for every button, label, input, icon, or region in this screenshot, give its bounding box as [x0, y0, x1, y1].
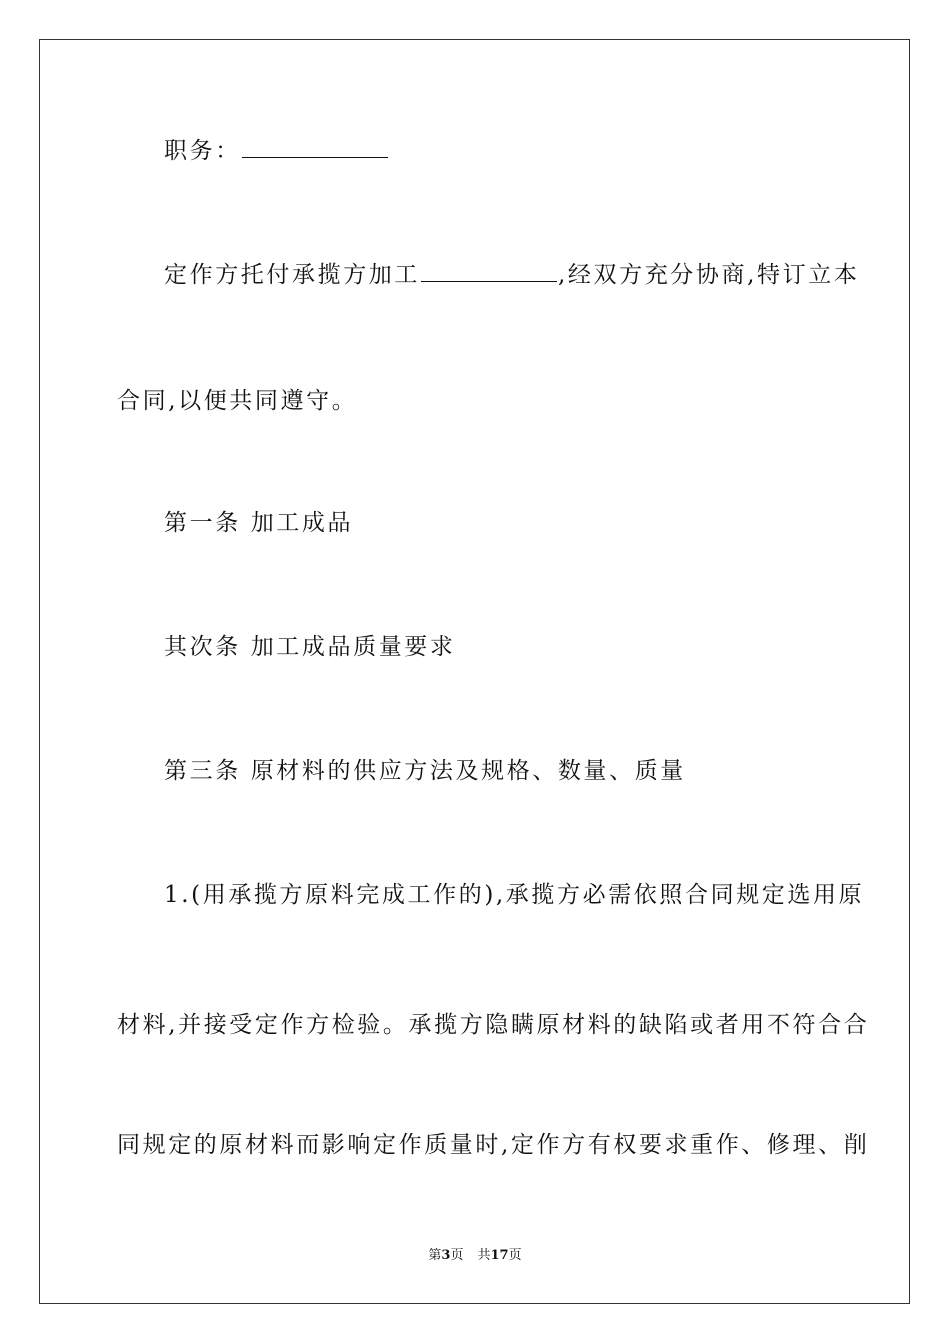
article-2-heading: 其次条 加工成品质量要求 [164, 634, 456, 660]
page-border [39, 39, 910, 1304]
article-3-heading: 第三条 原材料的供应方法及规格、数量、质量 [164, 758, 686, 784]
page-footer [0, 1247, 950, 1265]
total-pages: 17 [490, 1248, 509, 1263]
total-prefix: 共 [477, 1248, 491, 1263]
total-suffix: 页 [508, 1248, 522, 1263]
intro-line-1 [164, 260, 859, 290]
article-1-heading: 第一条 加工成品 [164, 510, 354, 536]
page-number: 3 [441, 1248, 451, 1263]
paragraph-1-line-3: 同规定的原材料而影响定作质量时,定作方有权要求重作、修理、削 [117, 1132, 870, 1158]
paragraph-1-line-2: 材料,并接受定作方检验。承揽方隐瞒原材料的缺陷或者用不符合合 [117, 1012, 870, 1038]
product-blank [421, 261, 557, 282]
intro-text-after: ,经双方充分协商,特订立本 [558, 262, 860, 288]
paragraph-1-line-1: 1.(用承揽方原料完成工作的),承揽方必需依照合同规定选用原 [164, 882, 865, 908]
intro-text-before: 定作方托付承揽方加工 [164, 262, 420, 288]
page-suffix: 页 [450, 1248, 464, 1263]
intro-line-2: 合同,以便共同遵守。 [117, 388, 358, 414]
position-label: 职务： [164, 138, 241, 164]
position-line [164, 136, 389, 166]
page-prefix: 第 [428, 1248, 442, 1263]
position-blank [242, 137, 388, 158]
